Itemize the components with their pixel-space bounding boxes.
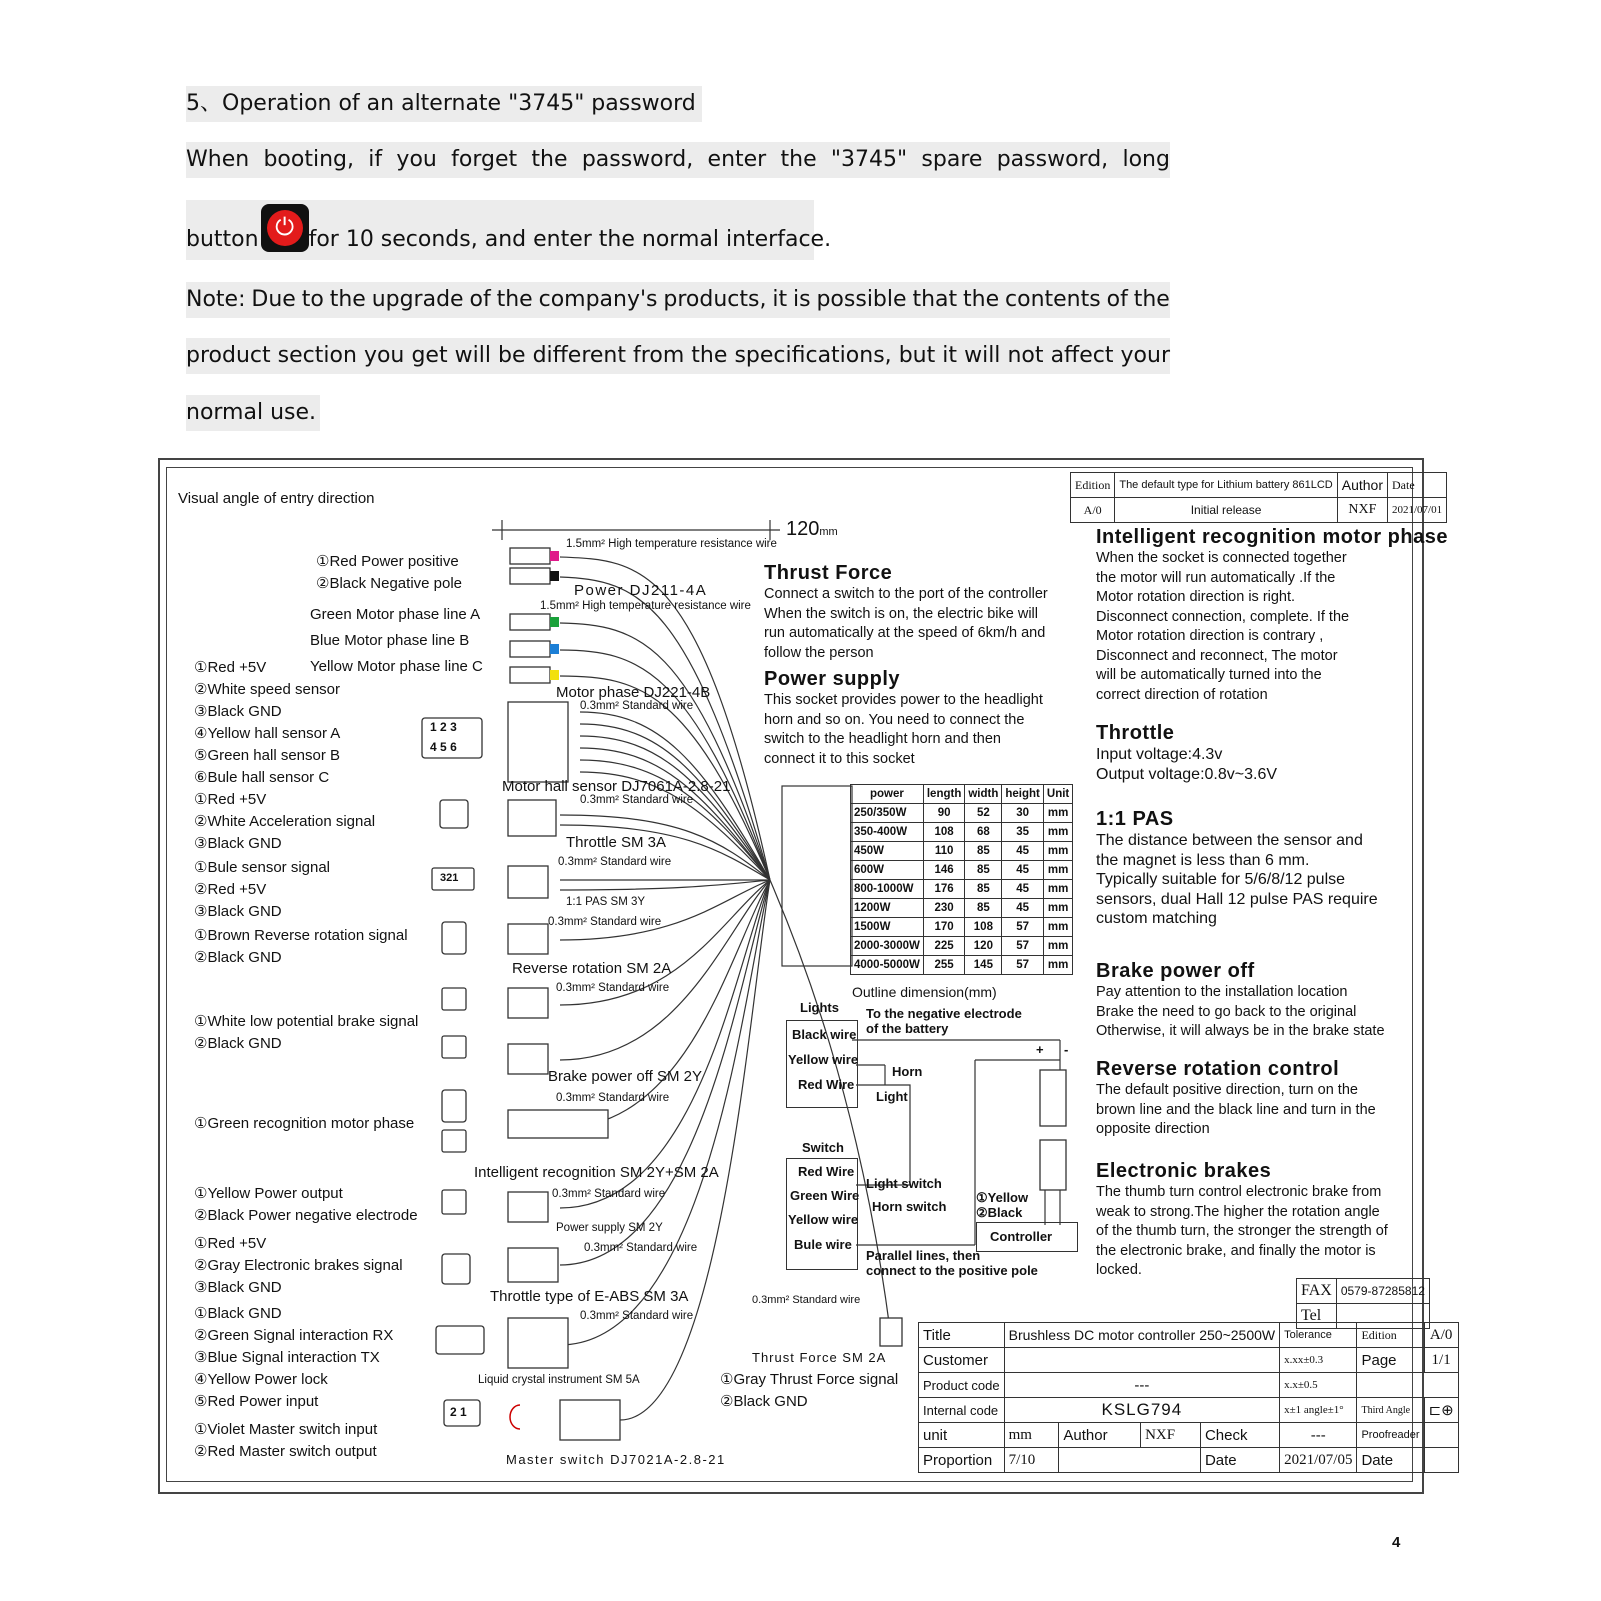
wire-label: Power supply SM 2Y bbox=[556, 1222, 663, 1234]
tolerance-angle: angle±1° bbox=[1303, 1404, 1344, 1416]
dim-cell: 250/350W bbox=[851, 804, 924, 823]
switch-wire-blue: Bule wire bbox=[794, 1237, 852, 1252]
light-label: Light bbox=[876, 1089, 908, 1104]
plus-sign: + bbox=[1036, 1042, 1044, 1057]
right-section bbox=[1096, 1160, 1388, 1281]
power-supply-line: switch to the headlight horn and then bbox=[764, 731, 1001, 747]
right-section bbox=[1096, 1058, 1376, 1140]
edition-label: Edition bbox=[1071, 473, 1115, 498]
thrust-force-title: Thrust Force bbox=[764, 562, 893, 584]
dim-cell: 45 bbox=[1002, 842, 1044, 861]
dim-cell: mm bbox=[1043, 880, 1072, 899]
pin-description: Yellow Motor phase line C bbox=[310, 658, 483, 675]
dim-cell: 45 bbox=[1002, 861, 1044, 880]
word: booting, bbox=[263, 147, 354, 172]
right-section-line: Disconnect and reconnect, The motor bbox=[1096, 647, 1338, 664]
thrust-wire-label: 0.3mm² Standard wire bbox=[752, 1294, 861, 1306]
tolerance-label: Tolerance bbox=[1280, 1323, 1357, 1348]
default-type: The default type for Lithium battery 861LCD bbox=[1115, 473, 1337, 498]
wire-label: 0.3mm² Standard wire bbox=[584, 1242, 698, 1254]
dim-cell: mm bbox=[1043, 842, 1072, 861]
pin-description: ②Black GND bbox=[194, 1035, 282, 1052]
wire-label: 1.5mm² High temperature resistance wire bbox=[540, 600, 751, 612]
word: upgrade bbox=[371, 287, 464, 312]
pas-connector-pins: 321 bbox=[440, 872, 459, 884]
dim-cell: 255 bbox=[923, 956, 965, 975]
right-section-line: Input voltage:4.3v bbox=[1096, 746, 1223, 763]
word: different bbox=[532, 343, 626, 368]
right-section-title: Electronic brakes bbox=[1096, 1160, 1272, 1182]
pin-description: ②Red Master switch output bbox=[194, 1443, 377, 1460]
word: the bbox=[963, 287, 1000, 312]
word: will bbox=[964, 343, 1001, 368]
right-section-title: Reverse rotation control bbox=[1096, 1058, 1340, 1080]
lights-wire-red: Red Wire bbox=[798, 1077, 855, 1092]
minus-sign: - bbox=[1064, 1042, 1069, 1057]
thrust-pin-1: ①Gray Thrust Force signal bbox=[720, 1371, 899, 1388]
lights-wire-yellow: Yellow wire bbox=[788, 1052, 859, 1067]
internal-code-value: KSLG794 bbox=[1004, 1398, 1280, 1423]
internal-code-label: Internal code bbox=[919, 1398, 1005, 1423]
blank-cell bbox=[1357, 1373, 1458, 1398]
pin-description: Blue Motor phase line B bbox=[310, 632, 470, 649]
dim-cell: mm bbox=[1043, 956, 1072, 975]
word: but bbox=[898, 343, 936, 368]
word: your bbox=[1120, 343, 1170, 368]
date-label: Date bbox=[1388, 473, 1447, 498]
projection-icon: ⊏⊕ bbox=[1424, 1398, 1458, 1423]
right-section-title: Brake power off bbox=[1096, 960, 1255, 982]
wire-label: 0.3mm² Standard wire bbox=[548, 916, 662, 928]
right-section-line: Disconnect connection, complete. If the bbox=[1096, 608, 1350, 625]
dim-cell: 120 bbox=[965, 937, 1002, 956]
dim-cell: 90 bbox=[923, 804, 965, 823]
edition-header-table bbox=[1070, 472, 1447, 523]
word: it bbox=[772, 287, 788, 312]
word: you bbox=[396, 147, 437, 172]
right-section-line: Brake the need to go back to the original bbox=[1096, 1003, 1357, 1020]
right-section bbox=[1096, 722, 1277, 784]
power-supply-line: This socket provides power to the headlight bbox=[764, 692, 1043, 708]
thrust-force-line: follow the person bbox=[764, 644, 874, 661]
edition-value: A/0 bbox=[1071, 498, 1115, 523]
dim-header-cell: Unit bbox=[1043, 785, 1072, 804]
word: enter bbox=[707, 147, 767, 172]
word: from bbox=[633, 343, 685, 368]
wire-label: 0.3mm² Standard wire bbox=[556, 982, 670, 994]
word: the bbox=[496, 287, 533, 312]
wire-label: 0.3mm² Standard wire bbox=[558, 856, 672, 868]
para1-line2-text: for 10 seconds, and enter the normal interface. bbox=[308, 227, 832, 252]
word: affect bbox=[1050, 343, 1114, 368]
word: will bbox=[454, 343, 491, 368]
switch-label: Switch bbox=[802, 1140, 844, 1155]
pin-description: ①Violet Master switch input bbox=[194, 1421, 378, 1438]
wire-label: Master switch DJ7021A-2.8-21 bbox=[506, 1452, 726, 1467]
word: possible bbox=[816, 287, 907, 312]
dim-cell: 85 bbox=[965, 861, 1002, 880]
customer-label: Customer bbox=[919, 1348, 1005, 1373]
negative-electrode-label: To the negative electrode of the battery bbox=[866, 1006, 1022, 1036]
check-value: --- bbox=[1280, 1423, 1357, 1448]
dim-cell: 85 bbox=[965, 880, 1002, 899]
outline-dimension-table bbox=[850, 784, 1073, 975]
switch-wire-yellow: Yellow wire bbox=[788, 1212, 859, 1227]
fax-label: FAX bbox=[1297, 1279, 1337, 1304]
word: forget bbox=[451, 147, 518, 172]
right-section-title: 1:1 PAS bbox=[1096, 808, 1174, 830]
word: the bbox=[329, 287, 366, 312]
word: be bbox=[498, 343, 526, 368]
dim-header-cell: width bbox=[965, 785, 1002, 804]
tolerance-2: x.x±0.5 bbox=[1280, 1373, 1357, 1398]
power-icon: ⏻ bbox=[261, 204, 309, 252]
pin-description: ③Black GND bbox=[194, 903, 282, 920]
check-label: Check bbox=[1200, 1423, 1279, 1448]
switch-connector-pins: 2 1 bbox=[450, 1405, 467, 1419]
dim-cell: 800-1000W bbox=[851, 880, 924, 899]
pin-description: ①Red +5V bbox=[194, 659, 267, 676]
horn-switch-label: Horn switch bbox=[872, 1199, 947, 1214]
dim-header-cell: power bbox=[851, 785, 924, 804]
thrust-pin-2: ②Black GND bbox=[720, 1393, 808, 1410]
right-section-line: Motor rotation direction is right. bbox=[1096, 589, 1296, 605]
page-number: 4 bbox=[1392, 1534, 1401, 1551]
switch-wire-red: Red Wire bbox=[798, 1164, 855, 1179]
word: contents bbox=[1005, 287, 1101, 312]
pin-description: ②White speed sensor bbox=[194, 681, 341, 698]
pin-description: ③Black GND bbox=[194, 835, 282, 852]
right-section-line: Output voltage:0.8v~3.6V bbox=[1096, 765, 1278, 783]
dim-cell: 52 bbox=[965, 804, 1002, 823]
wire-label: Motor hall sensor DJ7061A-2.8-21 bbox=[502, 778, 731, 795]
wire-label: 1.5mm² High temperature resistance wire bbox=[566, 538, 777, 550]
title-value: Brushless DC motor controller 250~2500W bbox=[1004, 1323, 1280, 1348]
word: spare bbox=[921, 147, 983, 172]
right-section-line: brown line and the black line and turn in the bbox=[1096, 1101, 1376, 1118]
author-value: NXF bbox=[1337, 498, 1387, 523]
pin-description: ①Red Power positive bbox=[316, 553, 459, 570]
dim-cell: 450W bbox=[851, 842, 924, 861]
dim-header-cell: length bbox=[923, 785, 965, 804]
pin-description: ⑤Green hall sensor B bbox=[194, 747, 341, 764]
word: specifications, bbox=[734, 343, 892, 368]
title-label: Title bbox=[919, 1323, 1005, 1348]
dim-cell: 57 bbox=[1002, 918, 1044, 937]
word: the bbox=[1133, 287, 1170, 312]
dim-cell: 170 bbox=[923, 918, 965, 937]
fax-value: 0579-87285812 bbox=[1336, 1279, 1429, 1304]
yellow-black-label: ①Yellow ②Black bbox=[976, 1190, 1029, 1220]
word: if bbox=[368, 147, 383, 172]
pin-description: Green Motor phase line A bbox=[310, 606, 481, 623]
controller-label: Controller bbox=[990, 1229, 1053, 1244]
wire-label: 0.3mm² Standard wire bbox=[556, 1092, 670, 1104]
proportion-label: Proportion bbox=[919, 1448, 1005, 1473]
right-section-line: The thumb turn control electronic brake from bbox=[1096, 1184, 1382, 1200]
dim-cell: 2000-3000W bbox=[851, 937, 924, 956]
word: Due bbox=[251, 287, 296, 312]
pin-description: ①Red +5V bbox=[194, 1235, 267, 1252]
right-section bbox=[1096, 526, 1448, 705]
word: When bbox=[186, 147, 250, 172]
pin-description: ⑥Bule hall sensor C bbox=[194, 769, 330, 786]
pin-description: ②Black Negative pole bbox=[316, 575, 463, 592]
author-label: Author bbox=[1337, 473, 1387, 498]
lights-label: Lights bbox=[800, 1000, 839, 1015]
blank-cell-2 bbox=[1059, 1448, 1201, 1473]
right-section-line: sensors, dual Hall 12 pulse PAS require bbox=[1096, 890, 1378, 908]
right-section-line: The default positive direction, turn on the bbox=[1096, 1082, 1358, 1098]
tolerance-1: x.xx±0.3 bbox=[1280, 1348, 1357, 1373]
dim-cell: 350-400W bbox=[851, 823, 924, 842]
right-section-title: Intelligent recognition motor phase bbox=[1096, 526, 1448, 548]
proportion-value: 7/10 bbox=[1004, 1448, 1059, 1473]
wire-label: Throttle SM 3A bbox=[566, 834, 667, 851]
word: is bbox=[793, 287, 811, 312]
word: the bbox=[691, 343, 728, 368]
dim-cell: 30 bbox=[1002, 804, 1044, 823]
title-block-table bbox=[918, 1322, 1459, 1473]
right-section-line: the motor will run automatically .If the bbox=[1096, 569, 1336, 586]
right-section-line: correct direction of rotation bbox=[1096, 686, 1268, 703]
proofreader-label: Proofreader bbox=[1357, 1423, 1424, 1448]
word: Note: bbox=[186, 287, 246, 312]
wire-label: Liquid crystal instrument SM 5A bbox=[478, 1374, 640, 1386]
dim-cell: 225 bbox=[923, 937, 965, 956]
wire-label: Reverse rotation SM 2A bbox=[512, 960, 672, 977]
date-value-3 bbox=[1424, 1448, 1458, 1473]
word: long bbox=[1122, 147, 1170, 172]
dim-cell: 176 bbox=[923, 880, 965, 899]
tolerance-3: x±1 bbox=[1284, 1404, 1302, 1416]
horn-label: Horn bbox=[892, 1064, 923, 1079]
thrust-force-line: When the switch is on, the electric bike will bbox=[764, 605, 1038, 622]
right-section-line: will be automatically turned into the bbox=[1096, 667, 1322, 683]
wire-label: Motor phase DJ221-4B bbox=[556, 684, 711, 701]
dimension-label: 120mm bbox=[786, 518, 838, 540]
pin-description: ①Bule sensor signal bbox=[194, 859, 331, 876]
section-title: 5、Operation of an alternate "3745" password bbox=[186, 86, 702, 122]
pin-description: ①Red +5V bbox=[194, 791, 267, 808]
edition-value-2: A/0 bbox=[1424, 1323, 1458, 1348]
word: product bbox=[186, 343, 271, 368]
wire-label: Power DJ211-4A bbox=[574, 582, 708, 599]
dim-cell: mm bbox=[1043, 861, 1072, 880]
word: it bbox=[942, 343, 958, 368]
word: company's bbox=[538, 287, 658, 312]
pin-description: ②Red +5V bbox=[194, 881, 267, 898]
dim-cell: 85 bbox=[965, 899, 1002, 918]
thrust-force-section bbox=[764, 562, 1048, 663]
word: section bbox=[277, 343, 357, 368]
wire-label: 0.3mm² Standard wire bbox=[580, 794, 694, 806]
dim-cell: 1200W bbox=[851, 899, 924, 918]
dim-cell: mm bbox=[1043, 918, 1072, 937]
dim-cell: 57 bbox=[1002, 956, 1044, 975]
lights-wire-black: Black wire bbox=[792, 1027, 857, 1042]
dim-cell: 145 bbox=[965, 956, 1002, 975]
word: password, bbox=[581, 147, 694, 172]
pin-description: ④Yellow hall sensor A bbox=[194, 725, 341, 742]
third-angle-label: Third Angle bbox=[1357, 1398, 1424, 1423]
pin-description: ①White low potential brake signal bbox=[194, 1013, 419, 1030]
wire-label: 0.3mm² Standard wire bbox=[580, 700, 694, 712]
product-code-label: Product code bbox=[919, 1373, 1005, 1398]
page-label: Page bbox=[1357, 1348, 1424, 1373]
pin-description: ②Green Signal interaction RX bbox=[194, 1327, 394, 1344]
word: get bbox=[411, 343, 448, 368]
dim-cell: mm bbox=[1043, 804, 1072, 823]
right-section-line: of the thumb turn, the stronger the strength of bbox=[1096, 1223, 1388, 1239]
pin-description: ④Yellow Power lock bbox=[194, 1371, 328, 1388]
right-section-line: the electronic brake, and finally the motor is bbox=[1096, 1242, 1376, 1259]
word: the bbox=[531, 147, 568, 172]
hall-connector-pins-bottom: 4 5 6 bbox=[430, 740, 457, 754]
right-section-line: locked. bbox=[1096, 1262, 1142, 1278]
word: you bbox=[363, 343, 405, 368]
word: not bbox=[1007, 343, 1044, 368]
right-section bbox=[1096, 960, 1385, 1042]
pin-description: ②White Acceleration signal bbox=[194, 813, 376, 830]
pin-description: ①Yellow Power output bbox=[194, 1185, 343, 1202]
initial-release: Initial release bbox=[1115, 498, 1337, 523]
parallel-lines-label: Parallel lines, then connect to the positive pole bbox=[866, 1248, 1038, 1278]
wire-label: Throttle type of E-ABS SM 3A bbox=[490, 1288, 689, 1305]
pin-description: ②Gray Electronic brakes signal bbox=[194, 1257, 403, 1274]
pin-description: ①Black GND bbox=[194, 1305, 282, 1322]
dim-cell: 4000-5000W bbox=[851, 956, 924, 975]
dim-cell: 108 bbox=[965, 918, 1002, 937]
tolerance-4 bbox=[1280, 1398, 1357, 1423]
dim-cell: 85 bbox=[965, 842, 1002, 861]
edition-label-2: Edition bbox=[1357, 1323, 1424, 1348]
word: password, bbox=[996, 147, 1109, 172]
wire-label: 0.3mm² Standard wire bbox=[580, 1310, 694, 1322]
right-section-line: Motor rotation direction is contrary , bbox=[1096, 628, 1324, 644]
word: of bbox=[1106, 287, 1128, 312]
page-value: 1/1 bbox=[1424, 1348, 1458, 1373]
word: products, bbox=[663, 287, 767, 312]
tel-label: Tel bbox=[1297, 1304, 1337, 1329]
pin-description: ③Black GND bbox=[194, 1279, 282, 1296]
word: of bbox=[469, 287, 491, 312]
product-code-value: --- bbox=[1004, 1373, 1280, 1398]
note-line3: normal use. bbox=[186, 395, 320, 431]
hall-connector-pins-top: 1 2 3 bbox=[430, 720, 457, 734]
power-supply-section bbox=[764, 668, 1043, 769]
unit-label: unit bbox=[919, 1423, 1005, 1448]
dim-cell: 146 bbox=[923, 861, 965, 880]
word: to bbox=[301, 287, 324, 312]
dim-cell: 57 bbox=[1002, 937, 1044, 956]
right-section-line: When the socket is connected together bbox=[1096, 550, 1347, 566]
dim-cell: 600W bbox=[851, 861, 924, 880]
right-section-line: The distance between the sensor and bbox=[1096, 832, 1363, 849]
right-section-line: Pay attention to the installation location bbox=[1096, 984, 1348, 1000]
pin-description: ③Blue Signal interaction TX bbox=[194, 1349, 380, 1366]
para1-button-word: button bbox=[186, 227, 259, 252]
thrust-force-line: Connect a switch to the port of the controller bbox=[764, 586, 1048, 602]
pin-description: ③Black GND bbox=[194, 703, 282, 720]
dim-cell: 35 bbox=[1002, 823, 1044, 842]
author-label-2: Author bbox=[1059, 1423, 1141, 1448]
power-supply-title: Power supply bbox=[764, 668, 901, 690]
outline-dimension-caption: Outline dimension(mm) bbox=[852, 984, 997, 1000]
right-section-line: custom matching bbox=[1096, 910, 1217, 927]
right-section bbox=[1096, 808, 1378, 929]
dim-cell: 45 bbox=[1002, 880, 1044, 899]
dim-cell: mm bbox=[1043, 937, 1072, 956]
pin-description: ②Black Power negative electrode bbox=[194, 1207, 418, 1224]
word: "3745" bbox=[830, 147, 908, 172]
date-label-2: Date bbox=[1200, 1448, 1279, 1473]
customer-value bbox=[1004, 1348, 1280, 1373]
dim-cell: 110 bbox=[923, 842, 965, 861]
date-value-2: 2021/07/05 bbox=[1280, 1448, 1357, 1473]
word: the bbox=[780, 147, 817, 172]
right-section-line: the magnet is less than 6 mm. bbox=[1096, 851, 1310, 869]
dim-cell: 68 bbox=[965, 823, 1002, 842]
wire-label: 1:1 PAS SM 3Y bbox=[566, 896, 646, 908]
pin-description: ②Black GND bbox=[194, 949, 282, 966]
dim-cell: 108 bbox=[923, 823, 965, 842]
wire-label: Intelligent recognition SM 2Y+SM 2A bbox=[474, 1164, 719, 1181]
right-section-line: opposite direction bbox=[1096, 1121, 1210, 1137]
dim-cell: 230 bbox=[923, 899, 965, 918]
thrust-force-line: run automatically at the speed of 6km/h and bbox=[764, 625, 1046, 641]
author-value-2: NXF bbox=[1141, 1423, 1201, 1448]
light-switch-label: Light switch bbox=[866, 1176, 942, 1191]
date-value: 2021/07/01 bbox=[1388, 498, 1447, 523]
right-section-line: weak to strong.The higher the rotation angle bbox=[1096, 1203, 1380, 1220]
dim-cell: mm bbox=[1043, 823, 1072, 842]
pin-description: ①Green recognition motor phase bbox=[194, 1115, 415, 1132]
power-supply-line: horn and so on. You need to connect the bbox=[764, 711, 1025, 728]
right-section-line: Otherwise, it will always be in the brake state bbox=[1096, 1023, 1385, 1039]
pin-description: ⑤Red Power input bbox=[194, 1393, 319, 1410]
dim-cell: 45 bbox=[1002, 899, 1044, 918]
right-section-line: Typically suitable for 5/6/8/12 pulse bbox=[1096, 871, 1346, 888]
right-section-title: Throttle bbox=[1096, 722, 1175, 744]
proofreader-value bbox=[1424, 1423, 1458, 1448]
wire-label: Brake power off SM 2Y bbox=[548, 1068, 702, 1085]
word: that bbox=[912, 287, 958, 312]
dim-header-cell: height bbox=[1002, 785, 1044, 804]
switch-wire-green: Green Wire bbox=[790, 1188, 860, 1203]
dim-cell: 1500W bbox=[851, 918, 924, 937]
thrust-connector-name: Thrust Force SM 2A bbox=[752, 1350, 887, 1365]
date-label-3: Date bbox=[1357, 1448, 1424, 1473]
dim-cell: mm bbox=[1043, 899, 1072, 918]
visual-angle-label: Visual angle of entry direction bbox=[178, 490, 375, 507]
power-supply-line: connect it to this socket bbox=[764, 750, 915, 767]
unit-value: mm bbox=[1004, 1423, 1059, 1448]
pin-description: ①Brown Reverse rotation signal bbox=[194, 927, 408, 944]
wire-label: 0.3mm² Standard wire bbox=[552, 1188, 666, 1200]
